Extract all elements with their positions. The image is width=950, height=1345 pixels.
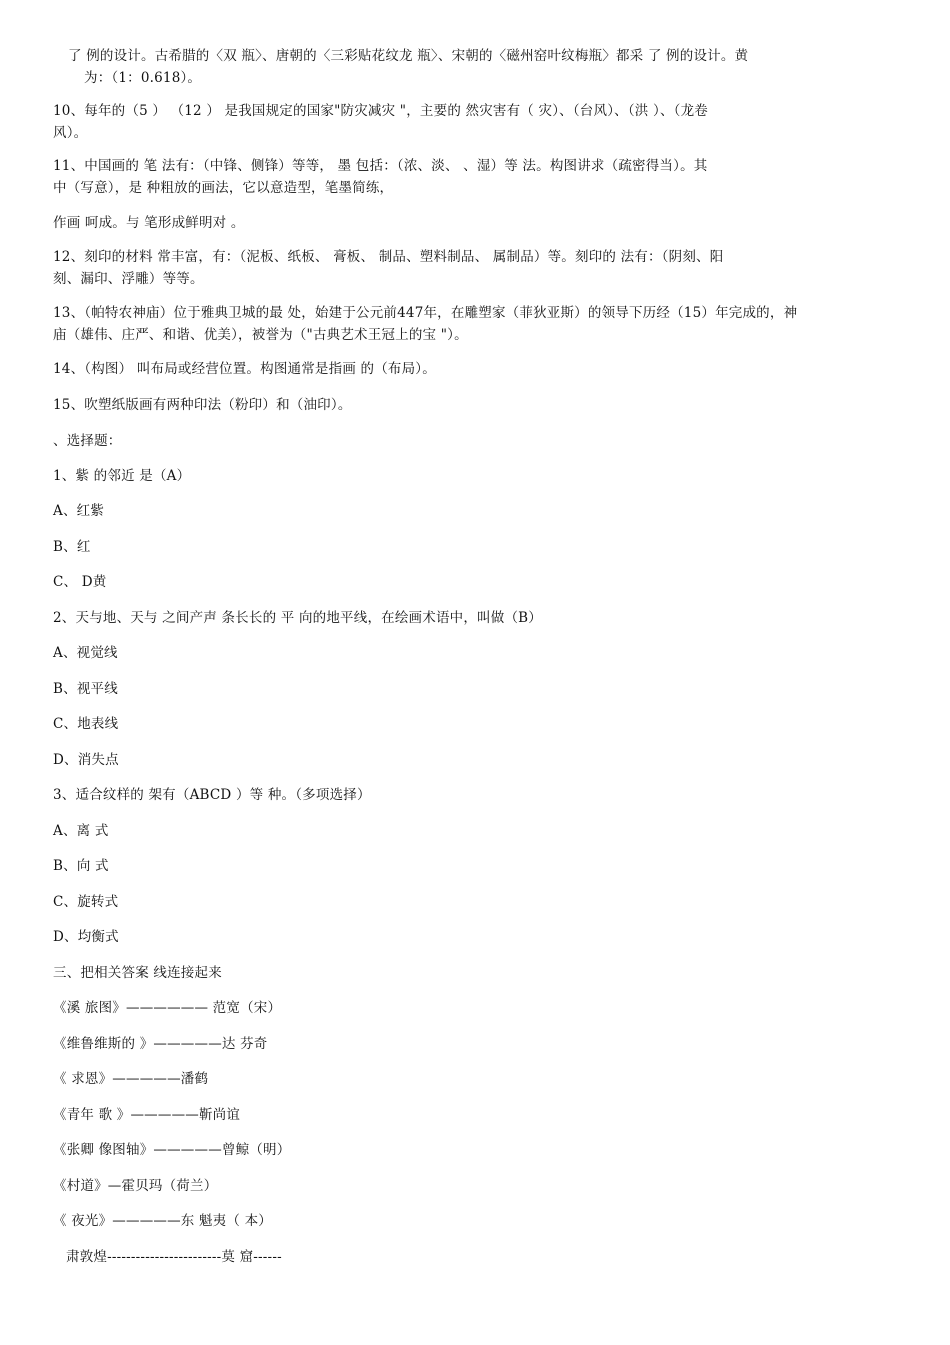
text-line: 12、刻印的材料 常丰富，有：（泥板、纸板、 膏板、 制品、塑料制品、 属制品）等。刻印的 法有：（阴刻、阳	[53, 249, 724, 265]
option-text: C、旋转式	[53, 894, 119, 910]
section-heading: 、选择题：	[53, 433, 122, 449]
text-line: 风）。	[53, 125, 88, 141]
text-line: 庙（雄伟、庄严、和谐、优美），被誉为（"古典艺术王冠上的宝 "）。	[53, 327, 468, 343]
question-text: 3、适合纹样的 架有（ABCD ）等 种。（多项选择）	[53, 787, 371, 803]
match-line: 《维鲁维斯的 》—————达 芬奇	[53, 1036, 268, 1052]
option-text: B、红	[53, 539, 91, 555]
text-line: 刻、漏印、浮雕）等等。	[53, 271, 204, 287]
text-line: 11、中国画的 笔 法有：（中锋、侧锋）等等， 墨 包括：（浓、淡、 、湿）等 法。构图讲求（疏密得当）。其	[53, 158, 708, 174]
text-line: 为：（1：0.618）。	[84, 70, 202, 86]
text-line: 作画 呵成。与 笔形成鲜明对 。	[53, 215, 245, 231]
option-text: A、视觉线	[53, 645, 118, 661]
text-line: 10、每年的（5 ） （12 ） 是我国规定的国家"防灾减灾 "，主要的 然灾害有（ 灾）、（台风）、（洪 ）、（龙卷	[53, 103, 708, 119]
text-line: 了 例的设计。古希腊的〈双 瓶〉、唐朝的〈三彩贴花纹龙 瓶〉、宋朝的〈磁州窑叶纹梅瓶〉都采 了 例的设计。黄	[68, 48, 749, 64]
question-text: 1、紫 的邻近 是（A）	[53, 468, 191, 484]
option-text: C、 D黄	[53, 574, 107, 590]
match-line: 《张卿 像图轴》—————曾鲸（明）	[53, 1142, 291, 1158]
option-text: A、红紫	[53, 503, 105, 519]
option-text: D、消失点	[53, 752, 119, 768]
match-line: 《溪 旅图》—————— 范宽（宋）	[53, 1000, 282, 1016]
option-text: B、向 式	[53, 858, 109, 874]
text-line: 14、（构图） 叫布局或经营位置。构图通常是指画 的（布局）。	[53, 361, 436, 377]
match-line: 肃敦煌------------------------莫 窟------	[66, 1249, 282, 1265]
option-text: B、视平线	[53, 681, 118, 697]
text-line: 15、吹塑纸版画有两种印法（粉印）和（油印）。	[53, 397, 352, 413]
option-text: A、离 式	[53, 823, 109, 839]
match-line: 《 夜光》—————东 魁夷（ 本）	[53, 1213, 272, 1229]
question-text: 2、天与地、天与 之间产声 条长长的 平 向的地平线，在绘画术语中，叫做（B）	[53, 610, 542, 626]
text-line: 13、（帕特农神庙）位于雅典卫城的最 处，始建于公元前447年，在雕塑家（菲狄亚斯）的领导下历经（15）年完成的，神	[53, 305, 798, 321]
match-line: 《青年 歌 》—————靳尚谊	[53, 1107, 241, 1123]
match-line: 《 求恩》—————潘鹤	[53, 1071, 209, 1087]
option-text: D、均衡式	[53, 929, 119, 945]
section-heading: 三、把相关答案 线连接起来	[53, 965, 222, 981]
option-text: C、地表线	[53, 716, 119, 732]
match-line: 《村道》—霍贝玛（荷兰）	[53, 1178, 218, 1194]
text-line: 中（写意），是 种粗放的画法，它以意造型，笔墨简练，	[53, 180, 394, 196]
